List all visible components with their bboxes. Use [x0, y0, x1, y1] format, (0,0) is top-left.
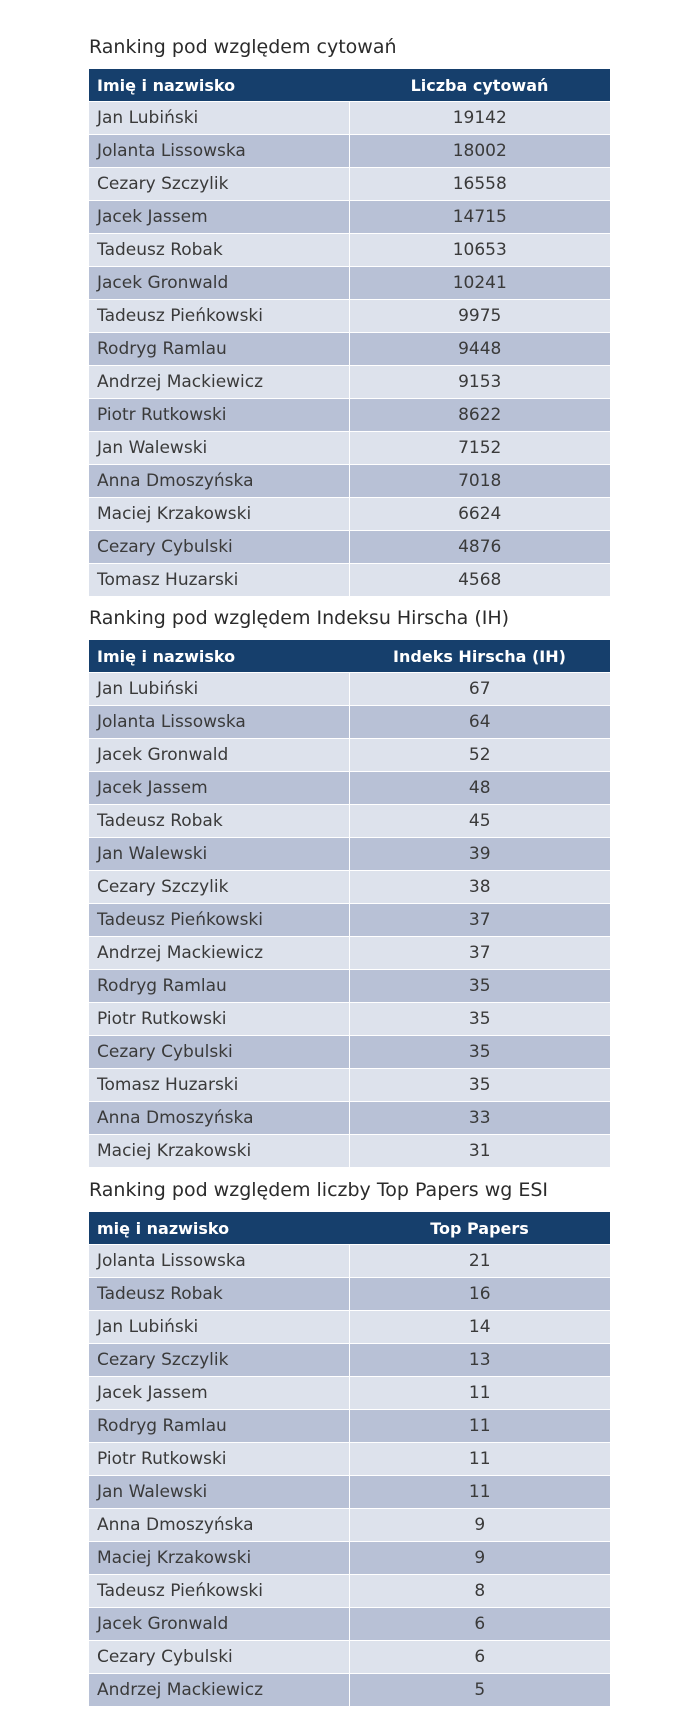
table-row — [89, 531, 610, 564]
table-row — [89, 366, 610, 399]
table-row — [89, 1135, 610, 1168]
table-row — [89, 1410, 610, 1443]
metric-value-cell: 8622 — [349, 399, 610, 432]
person-name-cell: Cezary Szczylik — [89, 1344, 349, 1377]
table-row — [89, 1641, 610, 1674]
metric-value-cell: 7018 — [349, 465, 610, 498]
table-row — [89, 465, 610, 498]
table-header-row — [89, 640, 610, 673]
metric-value-cell: 35 — [349, 1036, 610, 1069]
person-name-cell: Jacek Jassem — [89, 772, 349, 805]
person-name-cell: Jacek Gronwald — [89, 267, 349, 300]
metric-value-cell: 10241 — [349, 267, 610, 300]
table-header-row — [89, 69, 610, 102]
person-name-cell: Jacek Gronwald — [89, 739, 349, 772]
table-row — [89, 1069, 610, 1102]
top-papers-table — [89, 1212, 610, 1706]
metric-value-cell: 39 — [349, 838, 610, 871]
metric-value-cell: 16 — [349, 1278, 610, 1311]
metric-value-cell: 64 — [349, 706, 610, 739]
table-row — [89, 937, 610, 970]
table-row — [89, 904, 610, 937]
person-name-cell: Piotr Rutkowski — [89, 1443, 349, 1476]
hirsch-table — [89, 640, 610, 1167]
person-name-cell: Tomasz Huzarski — [89, 564, 349, 597]
person-name-cell: Maciej Krzakowski — [89, 1542, 349, 1575]
table-row — [89, 267, 610, 300]
metric-value-cell: 7152 — [349, 432, 610, 465]
hirsch-title: Ranking pod względem Indeksu Hirscha (IH) — [89, 607, 510, 629]
table-row — [89, 1278, 610, 1311]
metric-value-cell: 14 — [349, 1311, 610, 1344]
table-row — [89, 234, 610, 267]
metric-value-cell: 8 — [349, 1575, 610, 1608]
metric-value-cell: 6 — [349, 1608, 610, 1641]
metric-value-cell: 35 — [349, 1003, 610, 1036]
table-row — [89, 1344, 610, 1377]
hirsch-section — [89, 605, 610, 1167]
metric-value-cell: 19142 — [349, 102, 610, 135]
column-header-value: Indeks Hirscha (IH) — [349, 640, 610, 673]
person-name-cell: Jolanta Lissowska — [89, 135, 349, 168]
citations-table — [89, 69, 610, 596]
top-papers-title: Ranking pod względem liczby Top Papers wg ESI — [89, 1179, 548, 1201]
metric-value-cell: 35 — [349, 970, 610, 1003]
column-header-value: Top Papers — [349, 1212, 610, 1245]
person-name-cell: Tadeusz Pieńkowski — [89, 1575, 349, 1608]
table-row — [89, 564, 610, 597]
table-row — [89, 102, 610, 135]
table-row — [89, 1377, 610, 1410]
person-name-cell: Anna Dmoszyńska — [89, 1509, 349, 1542]
table-row — [89, 1509, 610, 1542]
metric-value-cell: 67 — [349, 673, 610, 706]
metric-value-cell: 10653 — [349, 234, 610, 267]
table-row — [89, 399, 610, 432]
person-name-cell: Rodryg Ramlau — [89, 1410, 349, 1443]
table-row — [89, 1003, 610, 1036]
person-name-cell: Jacek Gronwald — [89, 1608, 349, 1641]
metric-value-cell: 37 — [349, 904, 610, 937]
metric-value-cell: 6624 — [349, 498, 610, 531]
person-name-cell: Jan Lubiński — [89, 673, 349, 706]
metric-value-cell: 18002 — [349, 135, 610, 168]
person-name-cell: Jan Walewski — [89, 1476, 349, 1509]
metric-value-cell: 33 — [349, 1102, 610, 1135]
person-name-cell: Jan Walewski — [89, 838, 349, 871]
metric-value-cell: 37 — [349, 937, 610, 970]
table-row — [89, 1575, 610, 1608]
person-name-cell: Cezary Cybulski — [89, 531, 349, 564]
person-name-cell: Rodryg Ramlau — [89, 970, 349, 1003]
table-row — [89, 1102, 610, 1135]
metric-value-cell: 52 — [349, 739, 610, 772]
metric-value-cell: 9448 — [349, 333, 610, 366]
table-row — [89, 432, 610, 465]
person-name-cell: Piotr Rutkowski — [89, 1003, 349, 1036]
column-header-value: Liczba cytowań — [349, 69, 610, 102]
metric-value-cell: 11 — [349, 1377, 610, 1410]
metric-value-cell: 31 — [349, 1135, 610, 1168]
table-row — [89, 1476, 610, 1509]
table-row — [89, 706, 610, 739]
metric-value-cell: 48 — [349, 772, 610, 805]
person-name-cell: Jacek Jassem — [89, 201, 349, 234]
metric-value-cell: 14715 — [349, 201, 610, 234]
table-header-row — [89, 1212, 610, 1245]
metric-value-cell: 11 — [349, 1443, 610, 1476]
table-row — [89, 300, 610, 333]
person-name-cell: Jan Lubiński — [89, 1311, 349, 1344]
person-name-cell: Maciej Krzakowski — [89, 498, 349, 531]
table-row — [89, 333, 610, 366]
person-name-cell: Tadeusz Pieńkowski — [89, 300, 349, 333]
person-name-cell: Tadeusz Robak — [89, 1278, 349, 1311]
person-name-cell: Anna Dmoszyńska — [89, 465, 349, 498]
table-row — [89, 201, 610, 234]
table-row — [89, 739, 610, 772]
table-row — [89, 838, 610, 871]
person-name-cell: Jan Lubiński — [89, 102, 349, 135]
citations-title: Ranking pod względem cytowań — [89, 36, 397, 58]
metric-value-cell: 5 — [349, 1674, 610, 1707]
metric-value-cell: 6 — [349, 1641, 610, 1674]
metric-value-cell: 9 — [349, 1509, 610, 1542]
table-row — [89, 1542, 610, 1575]
table-row — [89, 1036, 610, 1069]
table-row — [89, 1608, 610, 1641]
person-name-cell: Anna Dmoszyńska — [89, 1102, 349, 1135]
metric-value-cell: 21 — [349, 1245, 610, 1278]
table-row — [89, 168, 610, 201]
column-header-name: Imię i nazwisko — [89, 640, 349, 673]
citations-table-body — [89, 102, 610, 597]
column-header-name: mię i nazwisko — [89, 1212, 349, 1245]
person-name-cell: Tadeusz Pieńkowski — [89, 904, 349, 937]
person-name-cell: Cezary Cybulski — [89, 1641, 349, 1674]
table-row — [89, 772, 610, 805]
person-name-cell: Piotr Rutkowski — [89, 399, 349, 432]
top-papers-section — [89, 1177, 610, 1706]
person-name-cell: Andrzej Mackiewicz — [89, 937, 349, 970]
person-name-cell: Andrzej Mackiewicz — [89, 1674, 349, 1707]
table-row — [89, 970, 610, 1003]
table-row — [89, 1311, 610, 1344]
person-name-cell: Jacek Jassem — [89, 1377, 349, 1410]
person-name-cell: Andrzej Mackiewicz — [89, 366, 349, 399]
person-name-cell: Jolanta Lissowska — [89, 1245, 349, 1278]
metric-value-cell: 9153 — [349, 366, 610, 399]
person-name-cell: Tadeusz Robak — [89, 805, 349, 838]
metric-value-cell: 9975 — [349, 300, 610, 333]
metric-value-cell: 35 — [349, 1069, 610, 1102]
column-header-name: Imię i nazwisko — [89, 69, 349, 102]
table-row — [89, 871, 610, 904]
table-row — [89, 498, 610, 531]
person-name-cell: Maciej Krzakowski — [89, 1135, 349, 1168]
table-row — [89, 135, 610, 168]
table-row — [89, 673, 610, 706]
citations-section — [89, 34, 610, 596]
person-name-cell: Tomasz Huzarski — [89, 1069, 349, 1102]
table-row — [89, 1674, 610, 1707]
table-row — [89, 805, 610, 838]
metric-value-cell: 9 — [349, 1542, 610, 1575]
table-row — [89, 1443, 610, 1476]
metric-value-cell: 11 — [349, 1410, 610, 1443]
metric-value-cell: 11 — [349, 1476, 610, 1509]
person-name-cell: Tadeusz Robak — [89, 234, 349, 267]
person-name-cell: Cezary Szczylik — [89, 168, 349, 201]
table-row — [89, 1245, 610, 1278]
top-papers-table-body — [89, 1245, 610, 1707]
person-name-cell: Cezary Cybulski — [89, 1036, 349, 1069]
hirsch-table-body — [89, 673, 610, 1168]
person-name-cell: Cezary Szczylik — [89, 871, 349, 904]
metric-value-cell: 45 — [349, 805, 610, 838]
metric-value-cell: 13 — [349, 1344, 610, 1377]
person-name-cell: Jan Walewski — [89, 432, 349, 465]
metric-value-cell: 4876 — [349, 531, 610, 564]
metric-value-cell: 38 — [349, 871, 610, 904]
metric-value-cell: 4568 — [349, 564, 610, 597]
person-name-cell: Jolanta Lissowska — [89, 706, 349, 739]
person-name-cell: Rodryg Ramlau — [89, 333, 349, 366]
metric-value-cell: 16558 — [349, 168, 610, 201]
